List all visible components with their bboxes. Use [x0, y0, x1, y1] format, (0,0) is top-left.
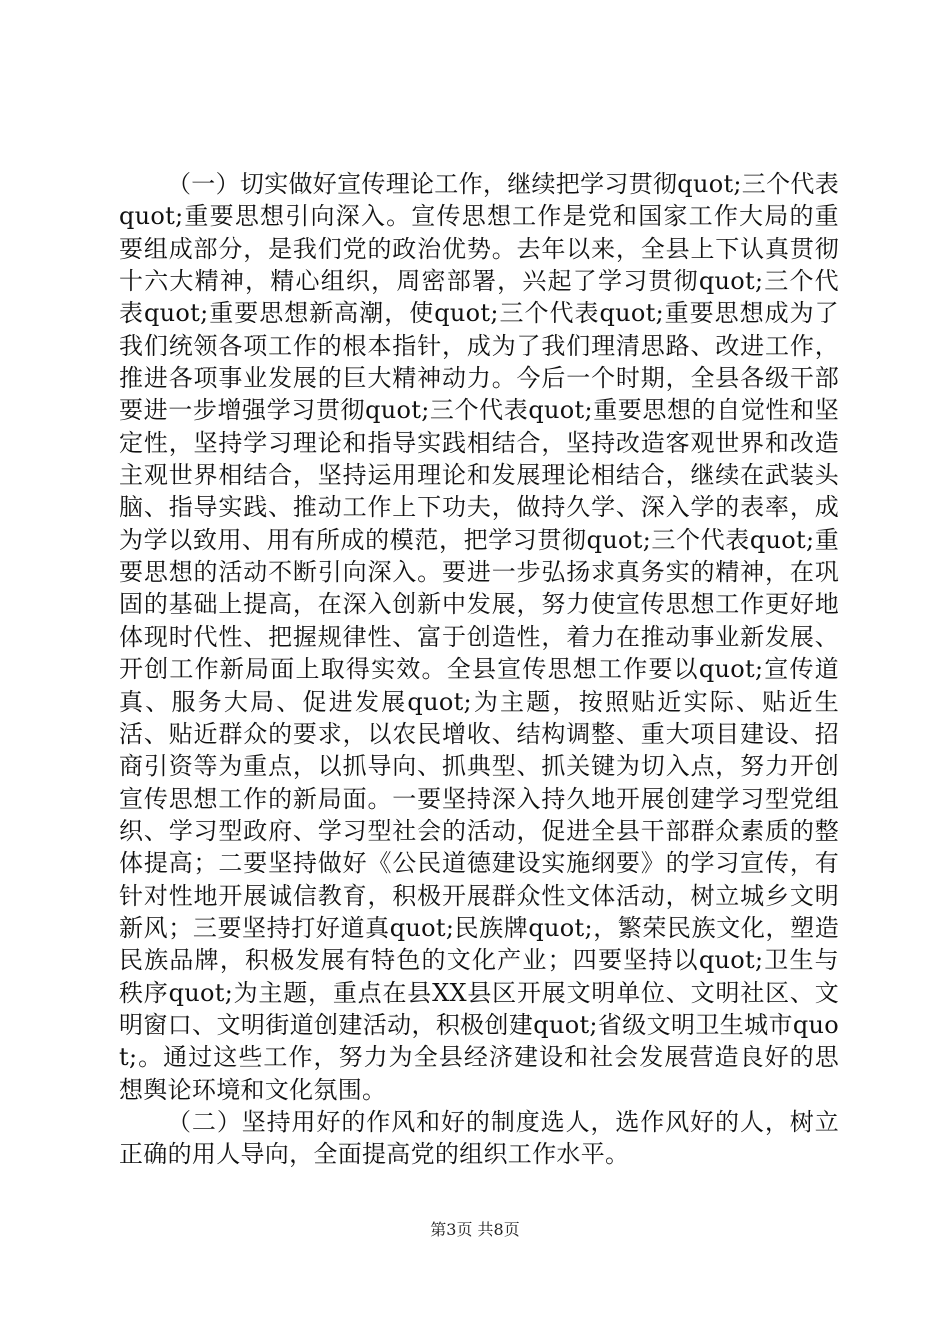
page-number-footer: 第3页 共8页: [430, 1220, 520, 1239]
paragraph-organization-work: （二）坚持用好的作风和好的制度选人，选作风好的人，树立正确的用人导向，全面提高党的组织工作水平。: [119, 1107, 839, 1169]
paragraph-propaganda-theory: （一）切实做好宣传理论工作，继续把学习贯彻quot;三个代表quot;重要思想引向深入。宣传思想工作是党和国家工作大局的重要组成部分，是我们党的政治优势。去年以来，全县上下认真贯彻十六大精神，精心组织，周密部署，兴起了学习贯彻quot;三个代表quot;重要思想新高潮，使quot;三个代表quot;重要思想成为了我们统领各项工作的根本指针，成为了我们理清思路、改进工作，推进各项事业发展的巨大精神动力。今后一个时期，全县各级干部要进一步增强学习贯彻quot;三个代表quot;重要思想的自觉性和坚定性，坚持学习理论和指导实践相结合，坚持改造客观世界和改造主观世界相结合，坚持运用理论和发展理论相结合，继续在武装头脑、指导实践、推动工作上下功夫，做持久学、深入学的表率，成为学以致用、用有所成的模范，把学习贯彻quot;三个代表quot;重要思想的活动不断引向深入。要进一步弘扬求真务实的精神，在巩固的基础上提高，在深入创新中发展，努力使宣传思想工作更好地体现时代性、把握规律性、富于创造性，着力在推动事业新发展、开创工作新局面上取得实效。全县宣传思想工作要以quot;宣传道真、服务大局、促进发展quot;为主题，按照贴近实际、贴近生活、贴近群众的要求，以农民增收、结构调整、重大项目建设、招商引资等为重点，以抓导向、抓典型、抓关键为切入点，努力开创宣传思想工作的新局面。一要坚持深入持久地开展创建学习型党组织、学习型政府、学习型社会的活动，促进全县干部群众素质的整体提高；二要坚持做好《公民道德建设实施纲要》的学习宣传，有针对性地开展诚信教育，积极开展群众性文体活动，树立城乡文明新风；三要坚持打好道真quot;民族牌quot;，繁荣民族文化，塑造民族品牌，积极发展有特色的文化产业；四要坚持以quot;卫生与秩序quot;为主题，重点在县XX县区开展文明单位、文明社区、文明窗口、文明街道创建活动，积极创建quot;省级文明卫生城市quot;。通过这些工作，努力为全县经济建设和社会发展营造良好的思想舆论环境和文化氛围。: [119, 170, 839, 1104]
document-body: [119, 168, 839, 1171]
